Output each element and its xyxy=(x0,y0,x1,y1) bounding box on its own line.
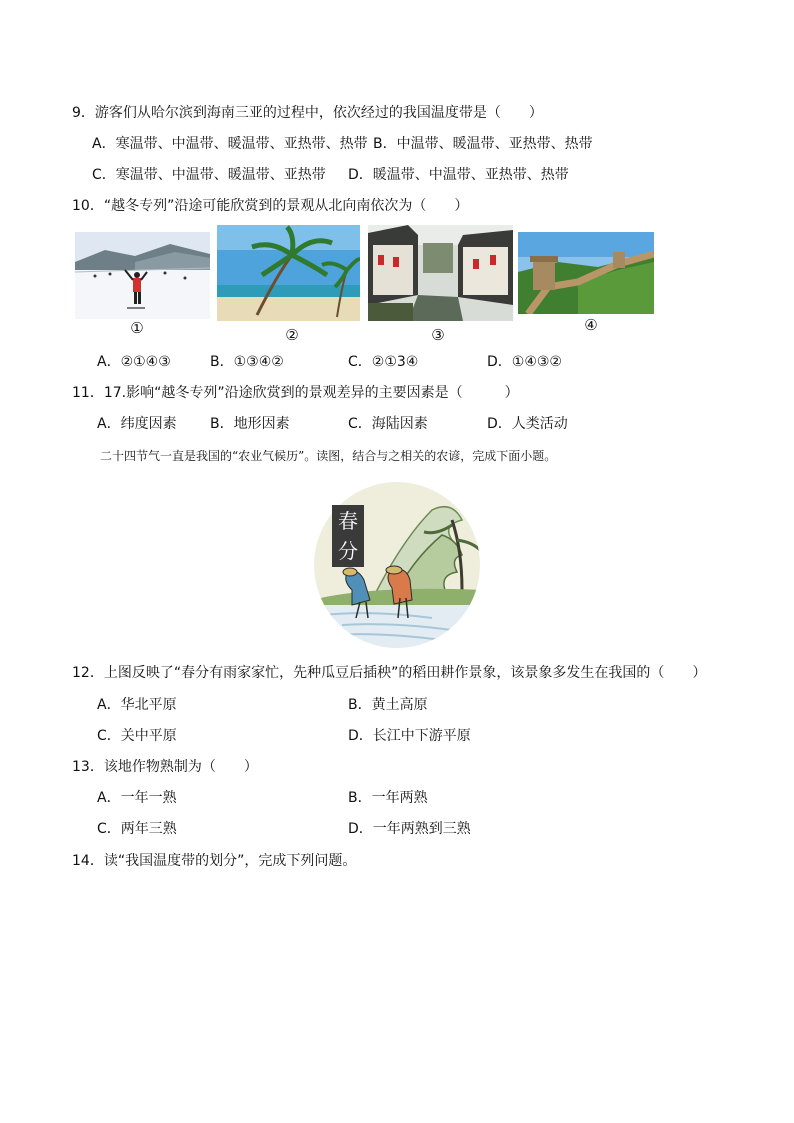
figure-label-top: 春 xyxy=(338,509,358,533)
spring-equinox-illustration xyxy=(312,480,482,650)
ski-slope-photo xyxy=(75,232,210,319)
q11-stem: 11．17.影响“越冬专列”沿途欣赏到的景观差异的主要因素是（ ） xyxy=(72,385,519,401)
q9-option-a: A．寒温带、中温带、暖温带、亚热带、热带 xyxy=(92,136,368,152)
q13-option-b: B．一年两熟 xyxy=(348,790,428,806)
photo-caption-1: ① xyxy=(130,319,144,337)
q10-option-b: B．①③④② xyxy=(210,354,284,370)
q13-stem: 13．该地作物熟制为（ ） xyxy=(72,759,258,775)
photo-caption-4: ④ xyxy=(584,316,598,334)
q13-option-c: C．两年三熟 xyxy=(97,821,177,837)
tropical-beach-photo xyxy=(217,225,360,321)
q11-option-b: B．地形因素 xyxy=(210,416,290,432)
q11-option-d: D．人类活动 xyxy=(487,416,568,432)
q12-option-a: A．华北平原 xyxy=(97,697,177,713)
passage-intro: 二十四节气一直是我国的“农业气候历”。读图，结合与之相关的农谚，完成下面小题。 xyxy=(100,449,557,463)
q13-option-d: D．一年两熟到三熟 xyxy=(348,821,471,837)
q10-stem: 10．“越冬专列”沿途可能欣赏到的景观从北向南依次为（ ） xyxy=(72,198,469,214)
figure-label-bottom: 分 xyxy=(338,539,358,563)
q9-option-c: C．寒温带、中温带、暖温带、亚热带 xyxy=(92,167,326,183)
photo-caption-3: ③ xyxy=(431,326,445,344)
q12-stem: 12．上图反映了“春分有雨家家忙，先种瓜豆后插秧”的稻田耕作景象，该景象多发生在我国的（ ） xyxy=(72,665,707,681)
q12-option-c: C．关中平原 xyxy=(97,728,177,744)
q14-stem: 14．读“我国温度带的划分”，完成下列问题。 xyxy=(72,853,357,869)
q12-option-d: D．长江中下游平原 xyxy=(348,728,471,744)
q10-option-d: D．①④③② xyxy=(487,354,562,370)
q10-option-a: A．②①④③ xyxy=(97,354,171,370)
q9-option-b: B．中温带、暖温带、亚热带、热带 xyxy=(373,136,593,152)
great-wall-photo xyxy=(518,232,654,314)
q13-option-a: A．一年一熟 xyxy=(97,790,177,806)
q11-option-c: C．海陆因素 xyxy=(348,416,428,432)
q11-option-a: A．纬度因素 xyxy=(97,416,177,432)
q12-option-b: B．黄土高原 xyxy=(348,697,428,713)
q9-option-d: D．暖温带、中温带、亚热带、热带 xyxy=(348,167,569,183)
q10-option-c: C．②①3④ xyxy=(348,354,419,370)
q9-stem: 9．游客们从哈尔滨到海南三亚的过程中，依次经过的我国温度带是（ ） xyxy=(72,105,543,121)
water-town-photo xyxy=(368,225,513,321)
photo-caption-2: ② xyxy=(285,326,299,344)
